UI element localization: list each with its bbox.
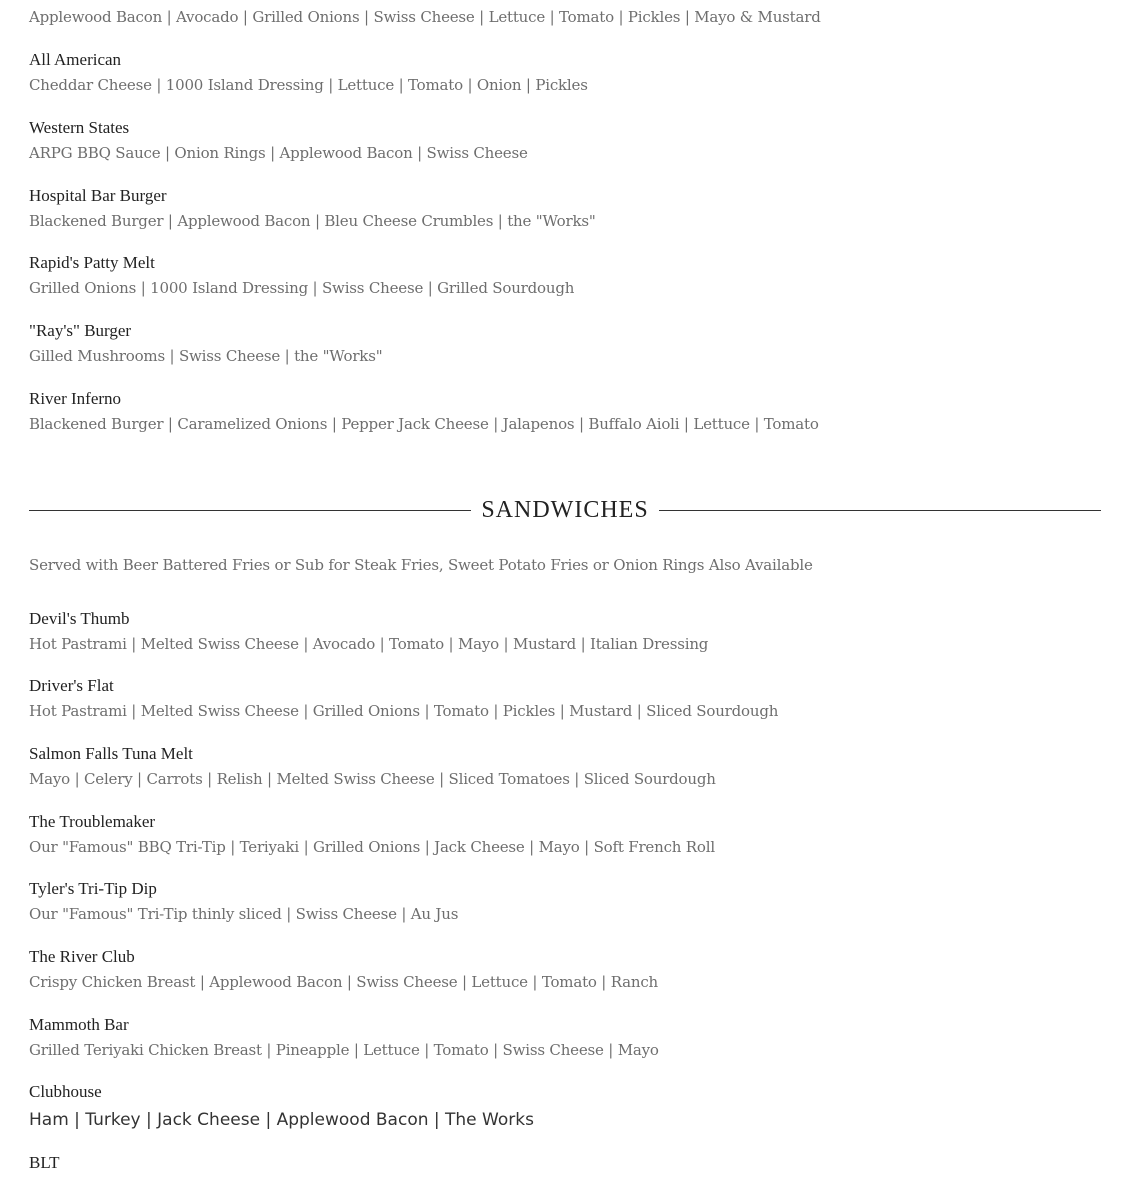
menu-item [29,744,1101,789]
menu-item-name: The Troublemaker [29,812,156,831]
menu-item-name: Clubhouse [29,1082,102,1101]
menu-item-name: Western States [29,118,130,137]
menu-item-description: Hot Pastrami | Melted Swiss Cheese | Avocado | Tomato | Mayo | Mustard | Italian Dressing [29,635,709,653]
menu-item-name: All American [29,50,122,69]
menu-item-name: Salmon Falls Tuna Melt [29,744,193,763]
menu-item-description: Cheddar Cheese | 1000 Island Dressing | Lettuce | Tomato | Onion | Pickles [29,76,588,94]
menu-item-name: Mammoth Bar [29,1015,129,1034]
menu-item [29,1153,1101,1173]
section-note: Served with Beer Battered Fries or Sub for Steak Fries, Sweet Potato Fries or Onion Rings Also Available [29,556,813,574]
menu-item [29,947,1101,992]
menu-item [29,676,1101,721]
menu-item-name: Driver's Flat [29,676,114,695]
divider-right [659,510,1101,511]
menu-item [29,253,1101,298]
menu-item-description: Our "Famous" BBQ Tri-Tip | Teriyaki | Grilled Onions | Jack Cheese | Mayo | Soft French Roll [29,838,715,856]
menu-item-name: Hospital Bar Burger [29,186,167,205]
menu-item [29,7,1101,27]
menu-item [29,50,1101,95]
menu-item-name: Tyler's Tri-Tip Dip [29,879,157,898]
menu-item-name: River Inferno [29,389,122,408]
menu-item [29,879,1101,924]
menu-item [29,1015,1101,1060]
menu-item-name: Devil's Thumb [29,609,130,628]
menu-item-description: Grilled Onions | 1000 Island Dressing | Swiss Cheese | Grilled Sourdough [29,279,575,297]
menu-item-description: Blackened Burger | Caramelized Onions | Pepper Jack Cheese | Jalapenos | Buffalo Aioli | Lettuce | Tomato [29,415,819,433]
menu-item [29,1082,1101,1130]
menu-item [29,321,1101,366]
menu-item-description: Our "Famous" Tri-Tip thinly sliced | Swiss Cheese | Au Jus [29,905,459,923]
menu-item-description: Crispy Chicken Breast | Applewood Bacon | Swiss Cheese | Lettuce | Tomato | Ranch [29,973,659,991]
menu-item [29,186,1101,231]
menu-item-description: Grilled Teriyaki Chicken Breast | Pineapple | Lettuce | Tomato | Swiss Cheese | Mayo [29,1041,659,1059]
menu-item-description: Blackened Burger | Applewood Bacon | Bleu Cheese Crumbles | the "Works" [29,212,596,230]
section-title: SANDWICHES [481,497,649,523]
menu-item-name: Rapid's Patty Melt [29,253,155,272]
menu-item-name: "Ray's" Burger [29,321,132,340]
menu-item [29,118,1101,163]
menu-item-description: Ham | Turkey | Jack Cheese | Applewood Bacon | The Works [29,1110,534,1130]
menu-item-name: BLT [29,1153,60,1172]
menu-item-description: Mayo | Celery | Carrots | Relish | Melted Swiss Cheese | Sliced Tomatoes | Sliced Sourdough [29,770,716,788]
menu-item [29,812,1101,857]
section-header-sandwiches [29,494,1101,526]
divider-left [29,510,471,511]
menu-item [29,389,1101,434]
menu-item-description: Hot Pastrami | Melted Swiss Cheese | Grilled Onions | Tomato | Pickles | Mustard | Sliced Sourdough [29,702,779,720]
menu-item-name: The River Club [29,947,135,966]
menu-item [29,609,1101,654]
menu-item-description: Gilled Mushrooms | Swiss Cheese | the "Works" [29,347,383,365]
menu-item-description: ARPG BBQ Sauce | Onion Rings | Applewood Bacon | Swiss Cheese [29,144,528,162]
menu-item-description: Applewood Bacon | Avocado | Grilled Onions | Swiss Cheese | Lettuce | Tomato | Pickles | Mayo & Mustard [29,8,821,26]
